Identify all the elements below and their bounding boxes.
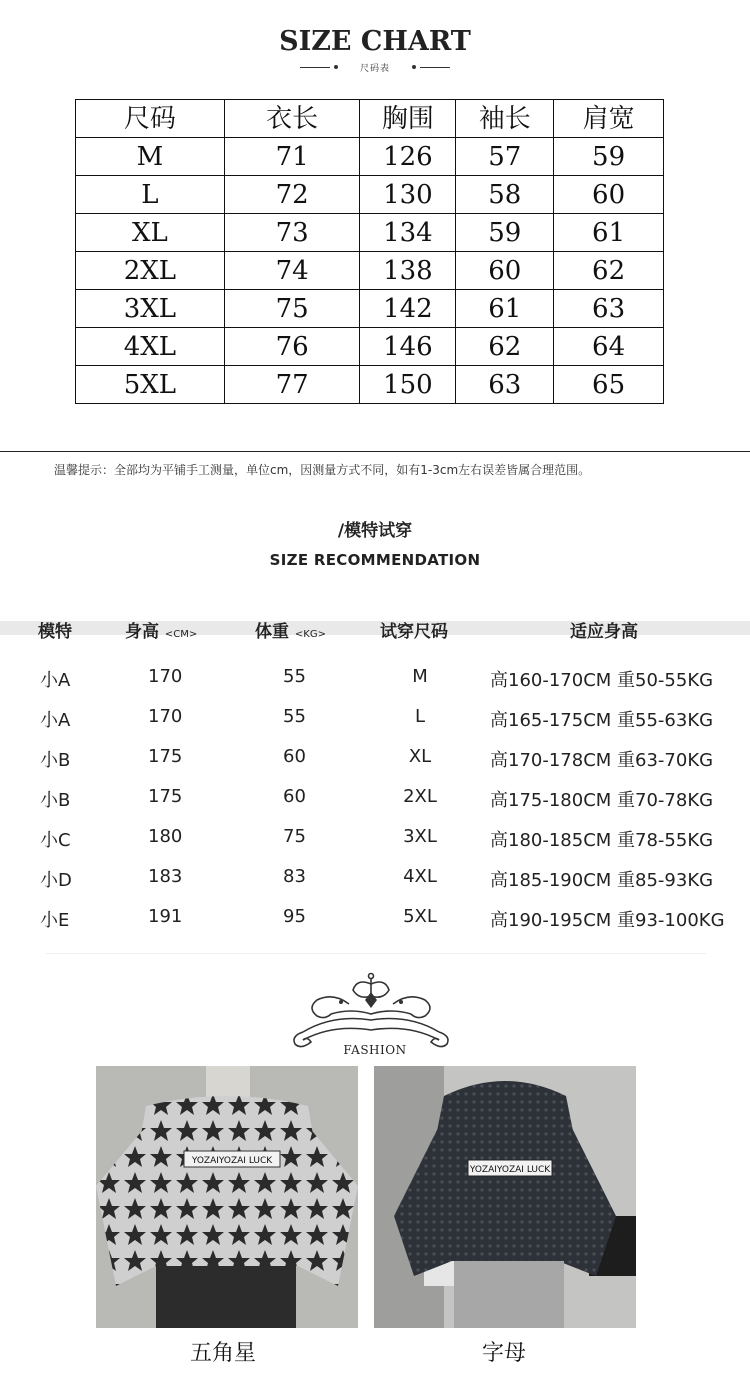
recommendation-title-cn: /模特试穿 bbox=[337, 521, 413, 541]
table-cell: 2XL bbox=[76, 252, 225, 290]
fashion-label: FASHION bbox=[343, 1043, 407, 1057]
header-model: 模特 bbox=[38, 622, 72, 642]
table-cell: 130 bbox=[360, 176, 456, 214]
table-row bbox=[76, 290, 664, 328]
table-cell: 71 bbox=[224, 138, 360, 176]
product-photo-star bbox=[96, 1066, 358, 1328]
table-cell: 77 bbox=[224, 366, 360, 404]
table-cell: 142 bbox=[360, 290, 456, 328]
rec-size: 2XL bbox=[403, 786, 437, 807]
rec-model: 小A bbox=[40, 670, 71, 691]
table-header-cell: 袖长 bbox=[456, 100, 554, 138]
measurement-note: 温馨提示：全部均为平铺手工测量，单位cm，因测量方式不同，如有1-3cm左右误差皆属合理范围。 bbox=[54, 463, 591, 477]
rec-fit: 高185-190CM 重85-93KG bbox=[490, 870, 714, 891]
header-weight bbox=[255, 617, 326, 642]
rec-size: L bbox=[414, 706, 426, 727]
table-cell: 73 bbox=[224, 214, 360, 252]
letter-hoodie-image bbox=[374, 1066, 636, 1328]
rec-weight: 55 bbox=[283, 666, 306, 687]
table-cell: 64 bbox=[554, 328, 664, 366]
product-caption-star: 五角星 bbox=[190, 1341, 257, 1366]
rec-model: 小B bbox=[40, 790, 71, 811]
table-row bbox=[76, 328, 664, 366]
table-row bbox=[76, 252, 664, 290]
table-row bbox=[76, 214, 664, 252]
table-cell: 138 bbox=[360, 252, 456, 290]
rec-size: 3XL bbox=[403, 826, 437, 847]
divider-dot bbox=[412, 65, 416, 69]
table-cell: 61 bbox=[554, 214, 664, 252]
header-weight-label: 体重 bbox=[255, 622, 289, 642]
table-cell: 75 bbox=[224, 290, 360, 328]
rec-height: 175 bbox=[148, 786, 183, 807]
rec-weight: 83 bbox=[283, 866, 306, 887]
rec-model: 小A bbox=[40, 710, 71, 731]
rec-fit: 高175-180CM 重70-78KG bbox=[490, 790, 714, 811]
header-height-label: 身高 bbox=[125, 622, 159, 642]
rec-fit: 高180-185CM 重78-55KG bbox=[490, 830, 714, 851]
rec-size: 5XL bbox=[403, 906, 437, 927]
table-row bbox=[76, 366, 664, 404]
table-cell: 65 bbox=[554, 366, 664, 404]
star-hoodie-image bbox=[96, 1066, 358, 1328]
rec-height: 191 bbox=[148, 906, 183, 927]
product-caption-letter: 字母 bbox=[482, 1341, 527, 1366]
recommendation-row bbox=[0, 666, 750, 706]
product-photo-letter bbox=[374, 1066, 636, 1328]
recommendation-row bbox=[0, 706, 750, 746]
header-weight-unit: <KG> bbox=[294, 629, 326, 640]
rec-model: 小B bbox=[40, 750, 71, 771]
recommendation-row bbox=[0, 786, 750, 826]
rec-weight: 60 bbox=[283, 786, 306, 807]
table-cell: 62 bbox=[554, 252, 664, 290]
table-cell: 72 bbox=[224, 176, 360, 214]
table-cell: 4XL bbox=[76, 328, 225, 366]
subtitle-text: 尺码表 bbox=[359, 64, 390, 74]
rec-model: 小D bbox=[40, 870, 72, 891]
table-cell: 76 bbox=[224, 328, 360, 366]
table-header-cell: 胸围 bbox=[360, 100, 456, 138]
header-height-unit: <CM> bbox=[164, 629, 198, 640]
table-cell: 60 bbox=[554, 176, 664, 214]
rec-model: 小E bbox=[40, 910, 70, 931]
table-cell: 150 bbox=[360, 366, 456, 404]
table-cell: 57 bbox=[456, 138, 554, 176]
recommendation-row bbox=[0, 826, 750, 866]
recommendation-row bbox=[0, 906, 750, 946]
table-cell: 126 bbox=[360, 138, 456, 176]
rec-fit: 高160-170CM 重50-55KG bbox=[490, 670, 714, 691]
table-cell: L bbox=[76, 176, 225, 214]
rec-fit: 高170-178CM 重63-70KG bbox=[490, 750, 714, 771]
table-cell: XL bbox=[76, 214, 225, 252]
table-cell: 60 bbox=[456, 252, 554, 290]
table-cell: 3XL bbox=[76, 290, 225, 328]
rec-model: 小C bbox=[40, 830, 71, 851]
rec-fit: 高165-175CM 重55-63KG bbox=[490, 710, 714, 731]
size-chart-title: SIZE CHART bbox=[279, 26, 471, 57]
header-size: 试穿尺码 bbox=[380, 622, 448, 642]
divider bbox=[420, 67, 450, 68]
hoodie-print-text: YOZAIYOZAI LUCK bbox=[191, 1156, 273, 1166]
table-header-cell: 衣长 bbox=[224, 100, 360, 138]
size-chart-subtitle bbox=[0, 62, 750, 74]
rec-height: 175 bbox=[148, 746, 183, 767]
table-cell: 61 bbox=[456, 290, 554, 328]
rec-fit: 高190-195CM 重93-100KG bbox=[490, 910, 725, 931]
table-cell: 5XL bbox=[76, 366, 225, 404]
table-cell: 134 bbox=[360, 214, 456, 252]
section-divider bbox=[0, 451, 750, 452]
table-row bbox=[76, 138, 664, 176]
table-cell: 59 bbox=[554, 138, 664, 176]
table-cell: 63 bbox=[554, 290, 664, 328]
table-row bbox=[76, 176, 664, 214]
recommendation-row bbox=[0, 746, 750, 786]
table-header-cell: 肩宽 bbox=[554, 100, 664, 138]
rec-size: XL bbox=[408, 746, 432, 767]
table-cell: M bbox=[76, 138, 225, 176]
hoodie-print-text: YOZAIYOZAI LUCK bbox=[469, 1165, 551, 1175]
rec-height: 170 bbox=[148, 706, 183, 727]
recommendation-row bbox=[0, 866, 750, 906]
rec-weight: 75 bbox=[283, 826, 306, 847]
rec-weight: 55 bbox=[283, 706, 306, 727]
table-cell: 74 bbox=[224, 252, 360, 290]
table-header-row bbox=[76, 100, 664, 138]
table-cell: 146 bbox=[360, 328, 456, 366]
rec-height: 170 bbox=[148, 666, 183, 687]
size-table bbox=[75, 99, 664, 404]
recommendation-title-en: SIZE RECOMMENDATION bbox=[269, 551, 481, 569]
rec-size: M bbox=[412, 666, 428, 687]
table-cell: 59 bbox=[456, 214, 554, 252]
header-fit: 适应身高 bbox=[570, 622, 638, 642]
rec-weight: 95 bbox=[283, 906, 306, 927]
rec-size: 4XL bbox=[403, 866, 437, 887]
section-divider bbox=[46, 953, 706, 954]
rec-height: 180 bbox=[148, 826, 183, 847]
table-cell: 62 bbox=[456, 328, 554, 366]
table-header-cell: 尺码 bbox=[76, 100, 225, 138]
table-cell: 63 bbox=[456, 366, 554, 404]
table-cell: 58 bbox=[456, 176, 554, 214]
rec-height: 183 bbox=[148, 866, 183, 887]
rec-weight: 60 bbox=[283, 746, 306, 767]
header-height bbox=[125, 617, 197, 642]
